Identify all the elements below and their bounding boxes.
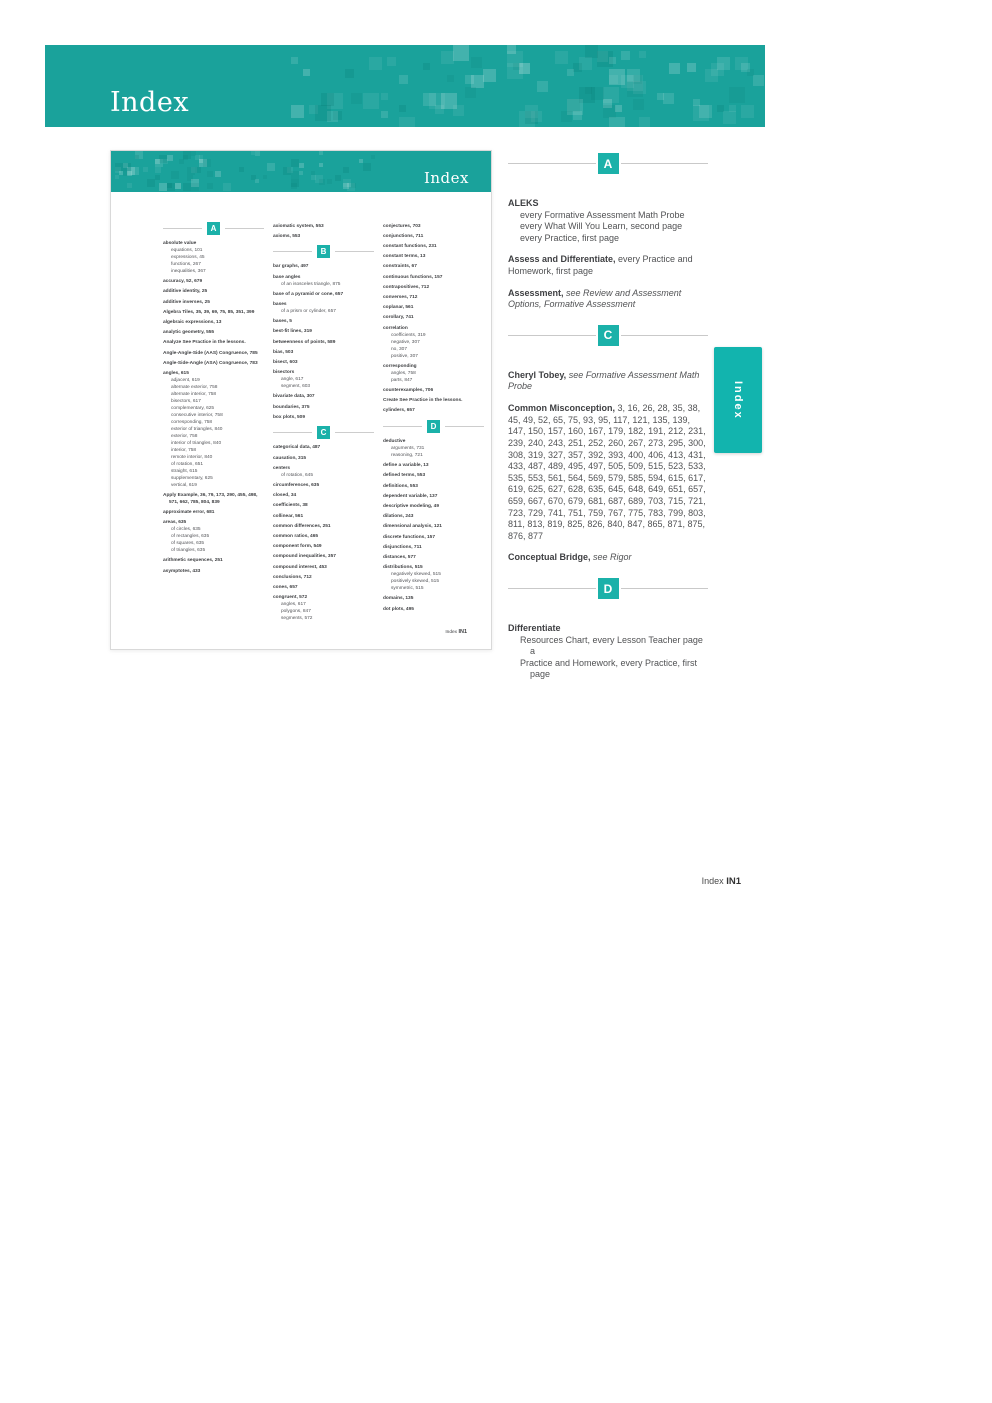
- index-entry: accuracy, 52, 679: [163, 279, 203, 285]
- entry-cross-reference: see Review and Assessment Options, Formative Assessment: [508, 287, 682, 310]
- index-entry: conjunctions, 711: [383, 233, 424, 239]
- index-subentry: corresponding, 758: [171, 420, 213, 426]
- index-entry: conclusions, 712: [273, 574, 312, 580]
- entry-text: [508, 552, 708, 564]
- index-entry: bar graphs, 497: [273, 264, 309, 270]
- index-subentry: inequalities, 367: [171, 269, 206, 274]
- index-entry: best-fit lines, 319: [273, 329, 312, 335]
- index-entry: axioms, 553: [273, 233, 301, 239]
- index-subentry: negative, 307: [391, 339, 420, 345]
- index-entry: cones, 657: [273, 585, 298, 591]
- index-entry: bivariate data, 307: [273, 394, 315, 400]
- index-subentry: angles, 758: [391, 370, 416, 376]
- index-subentry: complementary, 625: [171, 406, 215, 412]
- entry-cheryl-tobey: [508, 370, 708, 393]
- index-subentry: exterior, 758: [171, 434, 198, 440]
- index-subentry: reasoning, 721: [391, 453, 423, 459]
- index-subentry: of rotation, 651: [171, 462, 204, 468]
- index-entry: dilations, 243: [383, 514, 414, 520]
- index-entry: base of a pyramid or cone, 657: [273, 291, 344, 297]
- index-subentry: exterior of triangles, 840: [171, 427, 223, 433]
- section-letter: C: [317, 426, 330, 439]
- index-entry: common ratios, 465: [273, 534, 319, 540]
- index-subentry: coefficients, 319: [391, 332, 426, 338]
- index-entry: bisect, 603: [273, 360, 298, 366]
- index-entry: dot plots, 495: [383, 606, 414, 612]
- preview-footer-label: Index: [445, 630, 458, 635]
- index-entry: define a variable, 13: [383, 463, 429, 469]
- section-letter: A: [207, 222, 220, 235]
- index-subentry: alternate interior, 758: [171, 392, 217, 398]
- index-column: [383, 220, 484, 623]
- index-entry: correlation: [383, 325, 408, 331]
- index-entry: continuous functions, 157: [383, 274, 443, 280]
- index-entry: collinear, 561: [273, 513, 304, 519]
- index-entry: asymptotes, 433: [163, 568, 201, 574]
- section-marker-a: [163, 222, 264, 235]
- index-subentry: of rotation, 645: [281, 472, 314, 478]
- preview-footer-page-number: IN1: [458, 629, 467, 635]
- section-letter: B: [317, 245, 330, 258]
- index-entry: Angle-Side-Angle (ASA) Congruence, 783: [163, 360, 258, 366]
- section-letter: D: [598, 578, 619, 599]
- index-entry: circumferences, 635: [273, 483, 320, 489]
- index-entry: constant terms, 13: [383, 254, 426, 260]
- index-subentry: angles, 617: [281, 602, 306, 608]
- entry-aleks: [508, 198, 708, 244]
- index-entries-panel: [508, 150, 708, 691]
- index-entry: definitions, 553: [383, 483, 418, 489]
- index-entry: corollary, 741: [383, 315, 414, 321]
- index-subentry: arguments, 731: [391, 446, 425, 452]
- footer-page-number: IN1: [726, 876, 741, 887]
- section-letter: A: [598, 153, 619, 174]
- entry-term: Assessment,: [508, 287, 564, 298]
- entry-subline: Practice and Homework, every Practice, first page: [520, 657, 698, 680]
- index-subentry: segments, 572: [281, 616, 313, 622]
- index-entry: categorical data, 487: [273, 445, 321, 451]
- entry-cross-reference: see Formative Assessment Math Probe: [508, 369, 700, 392]
- section-divider-c: [508, 325, 708, 346]
- index-entry: Create See Practice in the lessons.: [383, 398, 463, 404]
- index-entry: domains, 135: [383, 596, 414, 602]
- entry-text: [508, 198, 708, 210]
- index-section-d: [508, 578, 708, 681]
- index-entry: Angle-Angle-Side (AAS) Congruence, 785: [163, 350, 258, 356]
- index-entry: discrete functions, 157: [383, 534, 435, 540]
- entry-subline: Resources Chart, every Lesson Teacher page a: [520, 634, 703, 657]
- index-entry: areas, 635: [163, 520, 187, 526]
- index-subentry: polygons, 847: [281, 609, 311, 615]
- preview-header: [111, 151, 491, 192]
- index-entry: distances, 577: [383, 555, 416, 561]
- index-subentry: interior of triangles, 840: [171, 441, 222, 447]
- index-entry: bias, 503: [273, 349, 294, 355]
- index-subentry: remote interior, 840: [171, 455, 213, 461]
- section-marker-b: [273, 245, 374, 258]
- section-marker-c: [273, 426, 374, 439]
- section-divider-d: [508, 578, 708, 599]
- index-entry: dimensional analysis, 121: [383, 524, 442, 530]
- index-entry: distributions, 515: [383, 565, 423, 571]
- page-title: Index: [110, 87, 190, 118]
- index-entry: dependent variable, 137: [383, 493, 438, 499]
- section-letter: D: [427, 420, 440, 433]
- index-entry: approximate error, 681: [163, 510, 215, 516]
- index-entry: disjunctions, 711: [383, 544, 422, 550]
- index-entry: angles, 615: [163, 371, 189, 377]
- index-side-tab: [714, 347, 762, 453]
- footer-label: Index: [701, 876, 724, 886]
- index-subentry: vertical, 619: [171, 483, 197, 489]
- index-entry: congruent, 572: [273, 595, 308, 601]
- index-subentry: segment, 603: [281, 384, 311, 390]
- index-subentry: interior, 758: [171, 448, 197, 454]
- index-entry: analytic geometry, 555: [163, 330, 215, 336]
- index-entry: conjectures, 703: [383, 223, 421, 229]
- index-subentry: negatively skewed, 515: [391, 572, 441, 578]
- preview-page-footer: [445, 629, 467, 635]
- entry-term: Differentiate: [508, 623, 561, 634]
- index-entry: boundaries, 375: [273, 404, 310, 410]
- index-subentry: positively skewed, 515: [391, 579, 439, 585]
- index-column: [273, 220, 374, 623]
- index-entry: box plots, 509: [273, 414, 305, 420]
- index-entry: defined terms, 553: [383, 473, 426, 479]
- index-entry: coefficients, 38: [273, 503, 308, 509]
- index-entry: Algebra Tiles, 35, 39, 69, 75, 85, 351, 399: [163, 309, 255, 315]
- section-marker-d: [383, 420, 484, 433]
- index-section-c: [508, 325, 708, 564]
- preview-index-columns: [111, 192, 491, 623]
- entry-assessment: [508, 288, 708, 311]
- entry-term: Common Misconception,: [508, 403, 616, 414]
- index-entry: counterexamples, 706: [383, 388, 434, 394]
- index-entry: algebraic expressions, 13: [163, 320, 222, 326]
- index-subentry: symmetric, 515: [391, 586, 424, 592]
- entry-differentiate: [508, 623, 708, 681]
- index-subentry: parts, 847: [391, 377, 413, 383]
- entry-subline: every What Will You Learn, second page: [520, 221, 683, 232]
- index-entry: centers: [273, 465, 291, 471]
- index-entry: bases, 5: [273, 319, 292, 325]
- index-section-a: [508, 153, 708, 311]
- index-entry: coplanar, 561: [383, 305, 414, 311]
- side-tab-label: Index: [732, 380, 744, 420]
- index-entry: Analyze See Practice in the lessons.: [163, 340, 246, 346]
- index-subentry: functions, 267: [171, 262, 201, 267]
- entry-subline: every Practice, first page: [520, 232, 620, 243]
- index-entry: constant functions, 231: [383, 244, 437, 249]
- index-entry: cylinders, 657: [383, 408, 415, 414]
- index-subentry: positive, 307: [391, 353, 418, 359]
- index-entry: betweenness of points, 589: [273, 339, 336, 345]
- entry-conceptual-bridge: [508, 552, 708, 564]
- index-subentry: of circles, 635: [171, 527, 201, 533]
- index-entry: converses, 712: [383, 295, 418, 301]
- index-entry: additive identity, 25: [163, 289, 208, 295]
- index-entry: constraints, 67: [383, 264, 417, 270]
- index-subentry: of a prism or cylinder, 657: [281, 309, 336, 315]
- index-subentry: of triangles, 635: [171, 548, 206, 554]
- index-entry: bisectors: [273, 370, 295, 376]
- entry-text: [508, 288, 708, 311]
- entry-text: [508, 623, 708, 635]
- index-entry: axiomatic system, 553: [273, 223, 324, 229]
- entry-text: [508, 370, 708, 393]
- entry-common-misconception: [508, 403, 708, 542]
- entry-term: Assess and Differentiate,: [508, 254, 616, 265]
- index-subentry: consecutive interior, 758: [171, 413, 223, 419]
- index-entry: compound interest, 453: [273, 564, 327, 570]
- entry-assess-and-differentiate: [508, 254, 708, 277]
- section-letter: C: [598, 325, 619, 346]
- index-subentry: equations, 101: [171, 248, 203, 253]
- entry-text: Common Misconception, 3, 16, 26, 28, 35, 38, 45, 49, 52, 65, 75, 93, 95, 117, 121, 135, 139, 147, 150, 157, 160, 167, 179, 182, 191, 212, 231, 239, 240, 243, 251, 252, 260, 267, 273, 295, 300, 308, 319, 327, 357, 392, 393, 400, 406, 413, 431, 433, 487, 489, 495, 497, 505, 509, 515, 523, 533, 535, 553, 561, 564, 569, 579, 585, 594, 615, 617, 619, 625, 627, 628, 635, 645, 648, 649, 651, 657, 659, 667, 670, 679, 681, 687, 689, 703, 715, 721, 723, 729, 741, 751, 759, 767, 775, 783, 799, 803, 811, 813, 819, 825, 826, 840, 847, 865, 871, 875, 876, 877: [508, 403, 706, 541]
- entry-term: Conceptual Bridge,: [508, 552, 591, 563]
- index-entry: common differences, 251: [273, 523, 331, 529]
- top-banner: [45, 45, 765, 127]
- entry-term: ALEKS: [508, 198, 539, 208]
- entry-subline: every Formative Assessment Math Probe: [520, 209, 685, 220]
- index-column: [163, 220, 264, 623]
- index-subentry: of rectangles, 635: [171, 534, 210, 540]
- index-subentry: adjacent, 619: [171, 378, 200, 384]
- index-entry: causation, 315: [273, 455, 307, 461]
- index-entry: component form, 549: [273, 544, 322, 550]
- index-subentry: expressions, 45: [171, 255, 205, 260]
- index-entry: base angles: [273, 274, 301, 280]
- index-entry: deductive: [383, 439, 406, 445]
- index-entry: additive inverses, 25: [163, 299, 210, 305]
- index-entry: contrapositives, 712: [383, 284, 430, 290]
- index-entry: compound inequalities, 357: [273, 554, 336, 560]
- index-entry: Apply Example, 36, 79, 173, 290, 455, 498, 571, 662, 785, 804, 839: [163, 493, 258, 505]
- index-subentry: of an isosceles triangle, 875: [281, 281, 341, 287]
- index-entry: corresponding: [383, 363, 417, 369]
- index-entry: arithmetic sequences, 251: [163, 558, 223, 564]
- index-entry: descriptive modeling, 49: [383, 504, 439, 510]
- index-subentry: bisectors, 617: [171, 399, 201, 405]
- entry-term: Cheryl Tobey,: [508, 369, 567, 380]
- index-subentry: straight, 615: [171, 469, 198, 475]
- index-entry: absolute value: [163, 241, 197, 246]
- index-subentry: no, 307: [391, 346, 408, 352]
- index-page-preview: [110, 150, 492, 650]
- index-entry: bases: [273, 302, 287, 308]
- index-entry: closed, 34: [273, 493, 297, 499]
- section-divider-a: [508, 153, 708, 174]
- entry-cross-reference: see Rigor: [590, 552, 632, 563]
- index-subentry: alternate exterior, 758: [171, 385, 218, 391]
- index-subentry: of squares, 635: [171, 541, 205, 547]
- page-footer: [702, 876, 741, 887]
- index-subentry: angle, 617: [281, 377, 304, 383]
- entry-text: Assess and Differentiate, every Practice and Homework, first page: [508, 254, 693, 277]
- index-subentry: supplementary, 625: [171, 476, 213, 482]
- preview-title: Index: [423, 169, 469, 187]
